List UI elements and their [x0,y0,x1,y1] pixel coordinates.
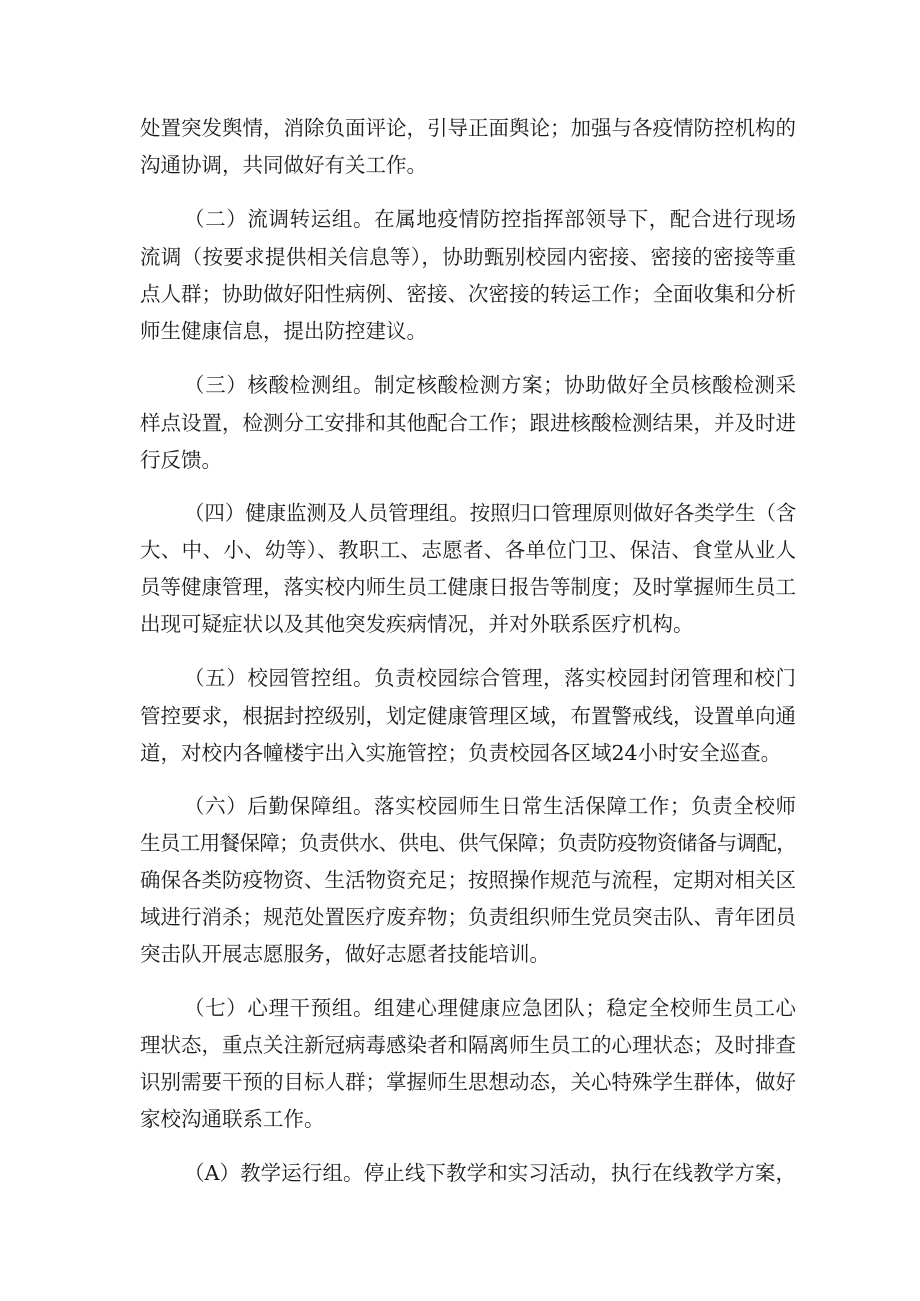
paragraph-line: 生员工用餐保障；负责供水、供电、供气保障；负责防疫物资储备与调配， [140,831,796,855]
paragraph-line: 行反馈。 [140,448,222,472]
paragraph-line: 确保各类防疫物资、生活物资充足；按照操作规范与流程，定期对相关区 [140,868,796,892]
paragraph-line: （四）健康监测及人员管理组。按照归口管理原则做好各类学生（含 [184,501,796,525]
paragraph-line: 流调（按要求提供相关信息等），协助甄别校园内密接、密接的密接等重 [140,245,796,269]
paragraph-line: 出现可疑症状以及其他突发疾病情况，并对外联系医疗机构。 [140,612,694,636]
paragraph-line: 样点设置，检测分工安排和其他配合工作；跟进核酸检测结果，并及时进 [140,411,796,435]
paragraph-line: （五）校园管控组。负责校园综合管理，落实校园封闭管理和校门 [184,666,796,690]
paragraph-line: 家校沟通联系工作。 [140,1107,325,1131]
paragraph-line: （七）心理干预组。组建心理健康应急团队；稳定全校师生员工心 [184,996,796,1020]
paragraph-line: （A）教学运行组。停止线下教学和实习活动，执行在线教学方案， [184,1161,796,1185]
paragraph-line: 管控要求，根据封控级别，划定健康管理区域，布置警戒线，设置单向通 [140,704,796,728]
paragraph-line: 师生健康信息，提出防控建议。 [140,319,427,343]
paragraph-line: 员等健康管理，落实校内师生员工健康日报告等制度；及时掌握师生员工 [140,575,796,599]
paragraph-line: 点人群；协助做好阳性病例、密接、次密接的转运工作；全面收集和分析 [140,282,796,306]
paragraph-line: 大、中、小、幼等）、教职工、志愿者、各单位门卫、保洁、食堂从业人 [140,538,796,562]
paragraph-line: 识别需要干预的目标人群；掌握师生思想动态，关心特殊学生群体，做好 [140,1070,796,1094]
paragraph-line: （二）流调转运组。在属地疫情防控指挥部领导下，配合进行现场 [184,207,796,231]
paragraph-line: 处置突发舆情，消除负面评论，引导正面舆论；加强与各疫情防控机构的 [140,116,796,140]
paragraph-line: 道，对校内各幢楼宇出入实施管控；负责校园各区域24小时安全巡查。 [140,741,782,765]
paragraph-line: 理状态，重点关注新冠病毒感染者和隔离师生员工的心理状态；及时排查 [140,1033,796,1057]
paragraph-line: 突击队开展志愿服务，做好志愿者技能培训。 [140,942,550,966]
paragraph-line: 沟通协调，共同做好有关工作。 [140,153,427,177]
paragraph-line: （六）后勤保障组。落实校园师生日常生活保障工作；负责全校师 [184,794,796,818]
paragraph-line: （三）核酸检测组。制定核酸检测方案；协助做好全员核酸检测采 [184,373,796,397]
paragraph-line: 域进行消杀；规范处置医疗废弃物；负责组织师生党员突击队、青年团员 [140,905,796,929]
